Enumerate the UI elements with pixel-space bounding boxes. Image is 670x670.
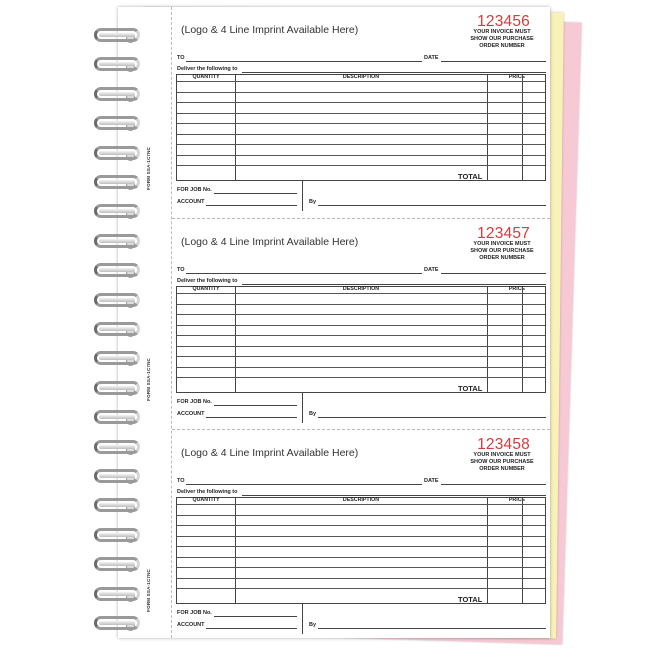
account-label: ACCOUNT [177, 199, 205, 205]
table-row-line [177, 525, 545, 526]
logo-imprint-placeholder: (Logo & 4 Line Imprint Available Here) [181, 447, 359, 459]
spiral-coil-loop [94, 322, 140, 336]
table-row-line [177, 536, 545, 537]
to-label: TO [177, 478, 185, 484]
to-field[interactable] [186, 61, 422, 62]
table-row-line [177, 81, 545, 82]
stub-form-code: FORM SSA-1C7NC [146, 358, 151, 401]
spiral-coil-loop [94, 234, 140, 248]
price-header: PRICE [508, 286, 526, 292]
spiral-coil-loop [94, 57, 140, 71]
spiral-coil-loop [94, 440, 140, 454]
table-row-line [177, 155, 545, 156]
spiral-coil-loop [94, 381, 140, 395]
quantity-header: QUANTITY [192, 497, 220, 503]
spiral-coil-loop [94, 116, 140, 130]
line-items-table [176, 286, 546, 393]
table-row-line [177, 515, 545, 516]
deliver-to-field[interactable] [242, 72, 546, 73]
signature-field[interactable] [318, 205, 546, 206]
table-row-line [177, 113, 545, 114]
table-row-line [177, 346, 545, 347]
spiral-coil-loop [94, 469, 140, 483]
date-field[interactable] [441, 273, 546, 274]
table-row-line [177, 123, 545, 124]
date-label: DATE [424, 478, 439, 484]
notice-line: ORDER NUMBER [479, 43, 525, 49]
table-row-line [177, 567, 545, 568]
table-row-line [177, 546, 545, 547]
spiral-coil-loop [94, 498, 140, 512]
table-row-line [177, 356, 545, 357]
table-row-line [177, 377, 545, 378]
by-label: By [309, 199, 317, 205]
stub-form-code: FORM SSA-1C7NC [146, 147, 151, 190]
table-row-line [177, 165, 545, 166]
spiral-coil-loop [94, 587, 140, 601]
price-header: PRICE [508, 497, 526, 503]
spiral-coil-loop [94, 557, 140, 571]
deliver-to-field[interactable] [242, 495, 546, 496]
logo-imprint-placeholder: (Logo & 4 Line Imprint Available Here) [181, 24, 359, 36]
quantity-header: QUANTITY [192, 74, 220, 80]
job-number-field[interactable] [214, 616, 297, 617]
table-row-line [177, 102, 545, 103]
to-field[interactable] [186, 273, 422, 274]
total-label: TOTAL [458, 384, 483, 393]
date-field[interactable] [441, 484, 546, 485]
account-field[interactable] [206, 628, 297, 629]
deliver-to-label: Deliver the following to [177, 66, 238, 72]
deliver-to-field[interactable] [242, 284, 546, 285]
signature-divider [302, 181, 303, 211]
to-field[interactable] [186, 484, 422, 485]
signature-divider [302, 604, 303, 634]
description-header: DESCRIPTION [342, 74, 380, 80]
form-number: 123457 [477, 225, 530, 242]
logo-imprint-placeholder: (Logo & 4 Line Imprint Available Here) [181, 236, 359, 248]
table-row-line [177, 504, 545, 505]
spiral-coil-loop [94, 293, 140, 307]
spiral-coil-loop [94, 204, 140, 218]
notice-line: SHOW OUR PURCHASE [470, 459, 534, 465]
job-number-label: FOR JOB No. [177, 187, 212, 193]
table-row-line [177, 304, 545, 305]
deliver-to-label: Deliver the following to [177, 489, 238, 495]
notice-line: SHOW OUR PURCHASE [470, 248, 534, 254]
spiral-coil-loop [94, 616, 140, 630]
purchase-order-form [172, 218, 550, 428]
stub-form-code: FORM SSA-1C7NC [146, 569, 151, 612]
invoice-notice [462, 241, 542, 262]
description-header: DESCRIPTION [342, 286, 380, 292]
form-number: 123458 [477, 436, 530, 453]
form-number: 123456 [477, 13, 530, 30]
spiral-coil-loop [94, 146, 140, 160]
purchase-order-form [172, 7, 550, 217]
table-row-line [177, 335, 545, 336]
notice-line: ORDER NUMBER [479, 255, 525, 261]
table-row-line [177, 578, 545, 579]
job-number-field[interactable] [214, 405, 297, 406]
table-row-line [177, 144, 545, 145]
account-field[interactable] [206, 417, 297, 418]
signature-divider [302, 393, 303, 423]
spiral-coil-loop [94, 351, 140, 365]
total-label: TOTAL [458, 172, 483, 181]
spiral-coil-loop [94, 528, 140, 542]
notice-line: YOUR INVOICE MUST [473, 241, 531, 247]
by-label: By [309, 411, 317, 417]
signature-field[interactable] [318, 417, 546, 418]
spiral-coil-loop [94, 87, 140, 101]
account-label: ACCOUNT [177, 622, 205, 628]
total-label: TOTAL [458, 595, 483, 604]
table-row-line [177, 134, 545, 135]
to-label: TO [177, 267, 185, 273]
spiral-coil-loop [94, 410, 140, 424]
table-row-line [177, 325, 545, 326]
invoice-notice [462, 29, 542, 50]
by-label: By [309, 622, 317, 628]
account-field[interactable] [206, 205, 297, 206]
spiral-coil-loop [94, 175, 140, 189]
to-label: TO [177, 55, 185, 61]
date-label: DATE [424, 267, 439, 273]
white-original-sheet [118, 7, 550, 638]
price-header: PRICE [508, 74, 526, 80]
date-field[interactable] [441, 61, 546, 62]
spiral-coil-loop [94, 263, 140, 277]
job-number-label: FOR JOB No. [177, 399, 212, 405]
notice-line: ORDER NUMBER [479, 466, 525, 472]
notice-line: SHOW OUR PURCHASE [470, 36, 534, 42]
table-row-line [177, 557, 545, 558]
account-label: ACCOUNT [177, 411, 205, 417]
invoice-notice [462, 452, 542, 473]
job-number-label: FOR JOB No. [177, 610, 212, 616]
purchase-order-form [172, 429, 550, 639]
date-label: DATE [424, 55, 439, 61]
description-header: DESCRIPTION [342, 497, 380, 503]
signature-field[interactable] [318, 628, 546, 629]
line-items-table [176, 74, 546, 181]
table-row-line [177, 314, 545, 315]
table-row-line [177, 367, 545, 368]
deliver-to-label: Deliver the following to [177, 278, 238, 284]
notice-line: YOUR INVOICE MUST [473, 452, 531, 458]
job-number-field[interactable] [214, 193, 297, 194]
notice-line: YOUR INVOICE MUST [473, 29, 531, 35]
line-items-table [176, 497, 546, 604]
table-row-line [177, 293, 545, 294]
spiral-coil-loop [94, 28, 140, 42]
quantity-header: QUANTITY [192, 286, 220, 292]
table-row-line [177, 588, 545, 589]
table-row-line [177, 92, 545, 93]
